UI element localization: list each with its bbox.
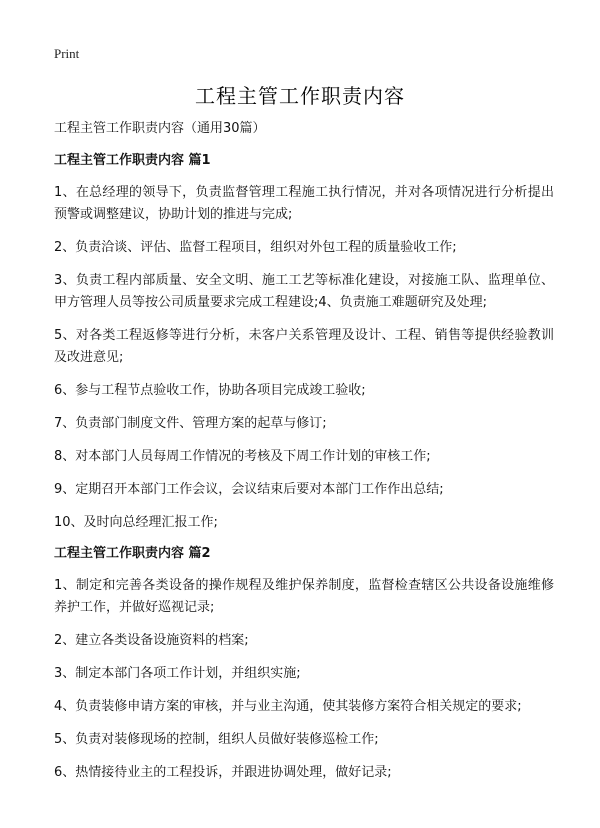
print-label: Print (54, 46, 80, 61)
duty-item: 4、负责装修申请方案的审核，并与业主沟通，使其装修方案符合相关规定的要求; (54, 699, 522, 714)
duty-list (54, 182, 554, 534)
duty-item: 1、制定和完善各类设备的操作规程及维护保养制度，监督检查辖区公共设备设施维修养护工作，并做好巡视记录; (54, 578, 554, 615)
duty-item: 8、对本部门人员每周工作情况的考核及下周工作计划的审核工作; (54, 449, 431, 464)
document-subtitle: 工程主管工作职责内容（通用30篇） (54, 121, 266, 136)
duty-item: 5、对各类工程返修等进行分析，未客户关系管理及设计、工程、销售等提供经验教训及改进意见; (54, 328, 554, 365)
section-heading: 工程主管工作职责内容 篇2 (54, 546, 211, 561)
duty-item: 1、在总经理的领导下，负责监督管理工程施工执行情况，并对各项情况进行分析提出预警或调整建议，协助计划的推进与完成; (54, 185, 554, 222)
duty-item: 5、负责对装修现场的控制，组织人员做好装修巡检工作; (54, 732, 379, 747)
duty-item: 10、及时向总经理汇报工作; (54, 515, 218, 530)
section-1 (54, 152, 554, 534)
duty-list (54, 575, 554, 784)
duty-item: 3、负责工程内部质量、安全文明、施工工艺等标准化建设，对接施工队、监理单位、甲方管理人员等按公司质量要求完成工程建设;4、负责施工难题研究及处理; (54, 273, 554, 310)
duty-item: 6、参与工程节点验收工作，协助各项目完成竣工验收; (54, 383, 366, 398)
duty-item: 2、负责洽谈、评估、监督工程项目，组织对外包工程的质量验收工作; (54, 240, 457, 255)
duty-item: 7、负责部门制度文件、管理方案的起草与修订; (54, 416, 327, 431)
duty-item: 3、制定本部门各项工作计划，并组织实施; (54, 666, 301, 681)
duty-item: 9、定期召开本部门工作会议，会议结束后要对本部门工作作出总结; (54, 482, 444, 497)
duty-item: 6、热情接待业主的工程投诉，并跟进协调处理，做好记录; (54, 765, 392, 780)
duty-item: 2、建立各类设备设施资料的档案; (54, 633, 249, 648)
section-2 (54, 545, 554, 784)
section-heading: 工程主管工作职责内容 篇1 (54, 153, 211, 168)
document-body (54, 120, 554, 795)
page-title: 工程主管工作职责内容 (195, 84, 405, 108)
